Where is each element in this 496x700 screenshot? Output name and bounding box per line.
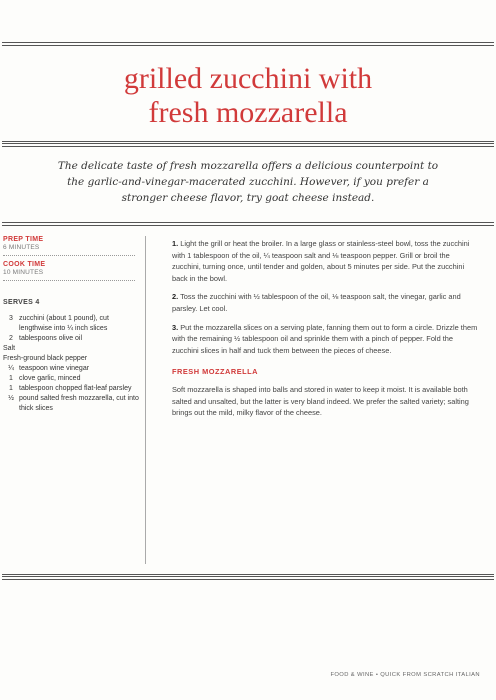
ingredient-text: tablespoons olive oil [19,335,83,342]
ingredient [3,364,139,374]
top-rule [2,42,494,46]
ingredient [3,384,139,394]
ingredient-qty: 1 [9,385,13,392]
ingredient-text: pound salted fresh mozzarella, cut into thick slices [19,395,139,412]
ingredient [3,344,139,354]
title-rule [2,141,494,147]
ingredient-text: Salt [3,345,16,352]
ingredient-text: zucchini (about 1 pound), cut lengthwise into ¼ inch slices [19,315,109,332]
prep-time-value: 6 MINUTES [3,244,40,251]
step [172,238,480,284]
ingredient [3,334,139,344]
recipe-steps [172,238,480,426]
step-text: Light the grill or heat the broiler. In a large glass or stainless-steel bowl, toss the zucchini with 1 tablespoon of the oil, ¼ teaspoon salt and ⅛ teaspoon pepper. Grill or broil the zucchini, turning once, until tender and golden, about 5 minutes per side. Put the zucchini back in the bowl. [172,239,470,283]
sidebar-title: FRESH MOZZARELLA [172,367,259,377]
step [172,322,480,357]
ingredient-qty: ½ [8,395,14,402]
ingredient [3,314,139,334]
serves: SERVES 4 [3,299,40,306]
sidebar-text: Soft mozzarella is shaped into balls and stored in water to keep it moist. It is available both salted and unsalted, but the latter is very bland indeed. We prefer the salted variety; salting brings out the mild, milky flavor of the cheese. [172,384,469,418]
bottom-rule [2,574,494,580]
column-divider [145,236,146,564]
recipe-title [0,62,496,130]
recipe-intro: The delicate taste of fresh mozzarella offers a delicious counterpoint to the garlic-and-vinegar-macerated zucchini. However, if you prefer a stronger cheese flavor, try goat cheese instead. [57,160,439,204]
intro-rule [2,222,494,226]
ingredient-qty: 3 [9,315,13,322]
ingredient-text: clove garlic, minced [19,375,81,382]
ingredient-qty: 2 [9,335,13,342]
ingredient-text: tablespoon chopped flat-leaf parsley [19,385,132,392]
divider [3,280,135,281]
ingredient [3,394,139,414]
title-line-2: fresh mozzarella [148,96,348,129]
ingredient-text: teaspoon wine vinegar [19,365,90,372]
step-number: 1. [172,239,179,248]
title-line-1: grilled zucchini with [123,62,373,95]
ingredient [3,354,139,364]
cook-time-value: 10 MINUTES [3,269,44,276]
step-text: Put the mozzarella slices on a serving plate, fanning them out to form a circle. Drizzle them with the remaining ½ tablespoon oil and sprinkle them with a pinch of pepper. Fold the zucchini slices in half and tuck them between the pieces of cheese. [172,322,478,355]
step-number: 2. [172,292,179,302]
ingredient [3,374,139,384]
ingredient-text: Fresh-ground black pepper [3,355,88,362]
ingredient-qty: 1 [9,375,13,382]
step [172,291,480,314]
divider [3,255,135,256]
recipe-sidebar [3,236,139,414]
page-footer: FOOD & WINE • QUICK FROM SCRATCH ITALIAN [330,672,480,678]
step-number: 3. [172,322,179,332]
ingredient-qty: ¼ [8,365,14,372]
step-text: Toss the zucchini with ½ tablespoon of the oil, ⅛ teaspoon salt, the vinegar, garlic and parsley. Let cool. [172,292,461,313]
prep-time-label: PREP TIME [3,236,44,243]
cook-time-label: COOK TIME [3,261,46,268]
